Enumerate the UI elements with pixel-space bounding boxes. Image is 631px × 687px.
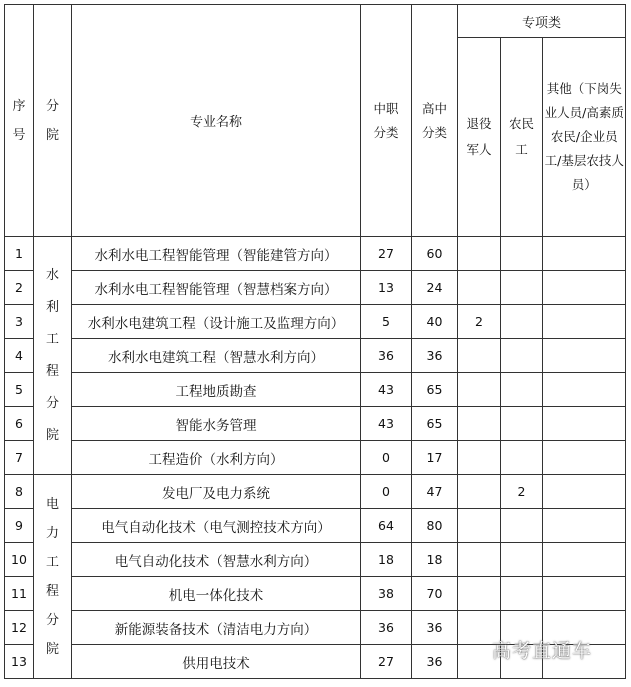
row-index: 10 bbox=[5, 543, 34, 577]
table-row bbox=[5, 373, 626, 407]
migrant-cell bbox=[501, 237, 543, 271]
header-vocational: 中职分类 bbox=[361, 5, 412, 237]
major-cell: 水利水电工程智能管理（智能建管方向） bbox=[72, 237, 361, 271]
others-cell bbox=[543, 305, 626, 339]
migrant-cell bbox=[501, 271, 543, 305]
migrant-cell bbox=[501, 543, 543, 577]
branch-cell: 电力工程分院 bbox=[34, 475, 72, 679]
veterans-cell bbox=[458, 475, 501, 509]
veterans-cell bbox=[458, 441, 501, 475]
vocational-cell: 43 bbox=[361, 373, 412, 407]
row-index: 9 bbox=[5, 509, 34, 543]
table-row bbox=[5, 475, 626, 509]
watermark: 高考直通车 bbox=[492, 640, 593, 662]
highschool-cell: 47 bbox=[412, 475, 458, 509]
highschool-cell: 18 bbox=[412, 543, 458, 577]
highschool-cell: 70 bbox=[412, 577, 458, 611]
header-seq: 序号 bbox=[5, 5, 34, 237]
vocational-cell: 13 bbox=[361, 271, 412, 305]
major-cell: 供用电技术 bbox=[72, 645, 361, 679]
others-cell bbox=[543, 475, 626, 509]
major-cell: 电气自动化技术（电气测控技术方向） bbox=[72, 509, 361, 543]
table-row bbox=[5, 441, 626, 475]
table-row bbox=[5, 305, 626, 339]
row-index: 5 bbox=[5, 373, 34, 407]
migrant-cell bbox=[501, 509, 543, 543]
veterans-cell bbox=[458, 577, 501, 611]
veterans-cell bbox=[458, 373, 501, 407]
vocational-cell: 0 bbox=[361, 441, 412, 475]
vocational-cell: 38 bbox=[361, 577, 412, 611]
migrant-cell bbox=[501, 577, 543, 611]
row-index: 7 bbox=[5, 441, 34, 475]
header-special: 专项类 bbox=[458, 5, 626, 38]
highschool-cell: 60 bbox=[412, 237, 458, 271]
veterans-cell bbox=[458, 509, 501, 543]
veterans-cell bbox=[458, 407, 501, 441]
table-row bbox=[5, 577, 626, 611]
migrant-cell bbox=[501, 441, 543, 475]
others-cell bbox=[543, 271, 626, 305]
vocational-cell: 36 bbox=[361, 611, 412, 645]
table-body bbox=[5, 237, 626, 679]
veterans-cell bbox=[458, 339, 501, 373]
header-branch: 分院 bbox=[34, 5, 72, 237]
migrant-cell bbox=[501, 339, 543, 373]
highschool-cell: 36 bbox=[412, 611, 458, 645]
others-cell bbox=[543, 407, 626, 441]
row-index: 11 bbox=[5, 577, 34, 611]
row-index: 3 bbox=[5, 305, 34, 339]
table-row bbox=[5, 509, 626, 543]
highschool-cell: 65 bbox=[412, 407, 458, 441]
table-row bbox=[5, 407, 626, 441]
others-cell bbox=[543, 237, 626, 271]
vocational-cell: 18 bbox=[361, 543, 412, 577]
major-cell: 工程造价（水利方向） bbox=[72, 441, 361, 475]
major-cell: 发电厂及电力系统 bbox=[72, 475, 361, 509]
row-index: 12 bbox=[5, 611, 34, 645]
major-cell: 机电一体化技术 bbox=[72, 577, 361, 611]
others-cell bbox=[543, 339, 626, 373]
major-cell: 工程地质勘查 bbox=[72, 373, 361, 407]
vocational-cell: 0 bbox=[361, 475, 412, 509]
row-index: 6 bbox=[5, 407, 34, 441]
major-cell: 水利水电建筑工程（设计施工及监理方向） bbox=[72, 305, 361, 339]
major-cell: 水利水电建筑工程（智慧水利方向） bbox=[72, 339, 361, 373]
header-others: 其他（下岗失业人员/高素质农民/企业员工/基层农技人员） bbox=[543, 38, 626, 237]
row-index: 1 bbox=[5, 237, 34, 271]
vocational-cell: 5 bbox=[361, 305, 412, 339]
others-cell bbox=[543, 577, 626, 611]
vocational-cell: 64 bbox=[361, 509, 412, 543]
others-cell bbox=[543, 543, 626, 577]
major-cell: 智能水务管理 bbox=[72, 407, 361, 441]
table-row bbox=[5, 271, 626, 305]
vocational-cell: 43 bbox=[361, 407, 412, 441]
table-row bbox=[5, 339, 626, 373]
highschool-cell: 36 bbox=[412, 645, 458, 679]
others-cell bbox=[543, 441, 626, 475]
header-highschool: 高中分类 bbox=[412, 5, 458, 237]
highschool-cell: 17 bbox=[412, 441, 458, 475]
veterans-cell bbox=[458, 543, 501, 577]
highschool-cell: 65 bbox=[412, 373, 458, 407]
major-cell: 新能源装备技术（清洁电力方向） bbox=[72, 611, 361, 645]
veterans-cell bbox=[458, 271, 501, 305]
header-veterans: 退役军人 bbox=[458, 38, 501, 237]
vocational-cell: 27 bbox=[361, 645, 412, 679]
row-index: 8 bbox=[5, 475, 34, 509]
major-cell: 水利水电工程智能管理（智慧档案方向） bbox=[72, 271, 361, 305]
veterans-cell: 2 bbox=[458, 305, 501, 339]
highschool-cell: 80 bbox=[412, 509, 458, 543]
row-index: 2 bbox=[5, 271, 34, 305]
major-cell: 电气自动化技术（智慧水利方向） bbox=[72, 543, 361, 577]
highschool-cell: 24 bbox=[412, 271, 458, 305]
migrant-cell bbox=[501, 373, 543, 407]
row-index: 13 bbox=[5, 645, 34, 679]
branch-cell: 水利工程分院 bbox=[34, 237, 72, 475]
migrant-cell bbox=[501, 305, 543, 339]
migrant-cell: 2 bbox=[501, 475, 543, 509]
table-row bbox=[5, 237, 626, 271]
vocational-cell: 27 bbox=[361, 237, 412, 271]
veterans-cell bbox=[458, 237, 501, 271]
others-cell bbox=[543, 509, 626, 543]
highschool-cell: 36 bbox=[412, 339, 458, 373]
header-migrant: 农民工 bbox=[501, 38, 543, 237]
row-index: 4 bbox=[5, 339, 34, 373]
migrant-cell bbox=[501, 407, 543, 441]
table-row bbox=[5, 543, 626, 577]
others-cell bbox=[543, 373, 626, 407]
highschool-cell: 40 bbox=[412, 305, 458, 339]
header-major: 专业名称 bbox=[72, 5, 361, 237]
vocational-cell: 36 bbox=[361, 339, 412, 373]
enrollment-table bbox=[4, 4, 626, 679]
